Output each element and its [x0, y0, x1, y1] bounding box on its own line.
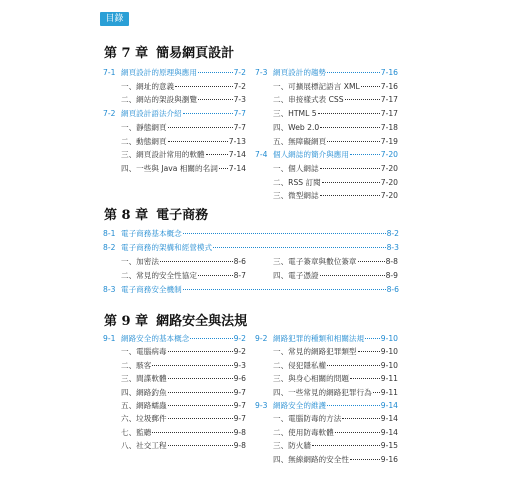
section-title: 電子商務的架構和經營模式 — [121, 243, 213, 252]
dot-leader — [190, 338, 232, 339]
toc-subsection-entry[interactable] — [121, 270, 246, 281]
toc-subsection-entry[interactable] — [273, 346, 398, 357]
subsection-title: 三、微型網誌 — [273, 191, 319, 201]
subsection-title: 五、無障礙網頁 — [273, 136, 327, 146]
dot-leader — [183, 233, 386, 234]
dot-leader — [318, 113, 380, 114]
subsection-title: 四、網路釣魚 — [121, 387, 167, 397]
dot-leader — [168, 141, 228, 142]
page-number: 9-14 — [380, 401, 398, 410]
section-number: 9-2 — [255, 334, 268, 343]
dot-leader — [175, 86, 232, 87]
subsection-title: 五、網路蠕蟲 — [121, 401, 167, 410]
section-number: 7-1 — [103, 68, 116, 77]
page-number: 7-2 — [233, 81, 246, 91]
page-number: 7-20 — [380, 163, 398, 173]
toc-subsection-entry[interactable] — [273, 373, 398, 384]
page-number: 7-20 — [380, 150, 398, 160]
subsection-title: 三、電子簽章與數位簽章 — [273, 257, 357, 266]
section-title: 網頁設計語法介紹 — [121, 109, 182, 119]
dot-leader — [342, 418, 379, 419]
page-number: 9-15 — [380, 441, 398, 451]
section-title: 網路犯罪的種類和相關法規 — [273, 334, 365, 343]
subsection-title: 三、網頁設計常用的軟體 — [121, 150, 205, 160]
page-number: 9-10 — [380, 347, 398, 357]
subsection-title: 一、常見的網路犯罪類型 — [273, 347, 357, 357]
toc-subsection-entry[interactable] — [121, 413, 246, 424]
toc-subsection-entry[interactable] — [273, 190, 398, 201]
section-number: 9-3 — [255, 401, 268, 410]
subsection-title: 一、靜態網頁 — [121, 122, 167, 132]
section-title: 網頁設計的趨勢 — [273, 68, 327, 77]
toc-subsection-entry[interactable] — [273, 360, 398, 371]
toc-subsection-entry[interactable] — [121, 163, 246, 174]
toc-section-entry[interactable] — [255, 67, 398, 78]
subsection-title: 二、駭客 — [121, 360, 152, 370]
subsection-title: 一、網址的意義 — [121, 81, 175, 91]
page-number: 8-6 — [233, 257, 246, 266]
page-number: 9-2 — [233, 347, 246, 357]
page-number: 7-2 — [233, 68, 246, 77]
page-number: 7-16 — [380, 68, 398, 77]
page-number: 9-6 — [233, 374, 246, 384]
subsection-title: 七、監聽 — [121, 427, 152, 437]
page-number: 7-7 — [233, 122, 246, 132]
toc-subsection-entry[interactable] — [121, 440, 246, 451]
toc-section-entry[interactable] — [255, 333, 398, 344]
dot-leader — [327, 365, 380, 366]
subsection-title: 一、個人網誌 — [273, 163, 319, 173]
section-title: 電子商務基本概念 — [121, 229, 182, 238]
toc-subsection-entry[interactable] — [273, 94, 398, 105]
page-number: 8-9 — [385, 270, 398, 280]
toc-subsection-entry[interactable] — [121, 136, 246, 147]
section-number: 8-3 — [103, 285, 116, 294]
page-number: 9-8 — [233, 441, 246, 451]
toc-subsection-entry[interactable] — [121, 373, 246, 384]
dot-leader — [365, 338, 380, 339]
toc-subsection-entry[interactable] — [121, 427, 246, 438]
toc-subsection-entry[interactable] — [273, 122, 398, 133]
subsection-title: 一、可擴展標記語言 XML — [273, 81, 360, 91]
page-number: 9-7 — [233, 401, 246, 410]
dot-leader — [168, 445, 233, 446]
subsection-title: 四、一些常見的網路犯罪行為 — [273, 387, 372, 397]
toc-subsection-entry[interactable] — [273, 81, 398, 92]
dot-leader — [335, 432, 380, 433]
subsection-title: 四、無線網路的安全性 — [273, 454, 349, 464]
subsection-title: 一、電腦病毒 — [121, 347, 167, 357]
section-title: 網路安全的維護 — [273, 401, 327, 410]
subsection-title: 三、與身心相關的問題 — [273, 374, 349, 384]
toc-subsection-entry[interactable] — [273, 454, 398, 465]
toc-section-entry[interactable] — [103, 333, 246, 344]
subsection-title: 三、間諜軟體 — [121, 374, 167, 384]
subsection-title: 四、電子憑證 — [273, 270, 319, 280]
subsection-title: 一、電腦防毒的方法 — [273, 414, 342, 424]
page-number: 7-17 — [380, 95, 398, 105]
dot-leader — [198, 99, 233, 100]
dot-leader — [160, 261, 233, 262]
toc-badge: 目錄 — [100, 12, 129, 26]
toc-subsection-entry[interactable] — [121, 387, 246, 398]
page-number: 9-3 — [233, 360, 246, 370]
dot-leader — [152, 432, 232, 433]
dot-leader — [322, 182, 380, 183]
toc-subsection-entry[interactable] — [273, 163, 398, 174]
subsection-title: 二、動態網頁 — [121, 136, 167, 146]
dot-leader — [219, 168, 228, 169]
dot-leader — [168, 392, 233, 393]
toc-section-entry[interactable] — [103, 228, 399, 239]
toc-subsection-entry[interactable] — [121, 149, 246, 160]
chapter-9-heading: 第 9 章 網路安全與法規 — [104, 314, 248, 329]
toc-subsection-entry[interactable] — [273, 270, 398, 281]
section-number: 7-2 — [103, 109, 116, 119]
toc-subsection-entry[interactable] — [273, 440, 398, 451]
subsection-title: 二、網站的架設與瀏覽 — [121, 95, 197, 105]
dot-leader — [327, 141, 380, 142]
subsection-title: 二、串接樣式表 CSS — [273, 95, 344, 105]
section-title: 個人網誌的簡介與應用 — [273, 150, 349, 160]
subsection-title: 二、RSS 訂閱 — [273, 177, 321, 187]
page-number: 7-19 — [380, 136, 398, 146]
dot-leader — [358, 351, 380, 352]
dot-leader — [373, 392, 380, 393]
toc-subsection-entry[interactable] — [121, 122, 246, 133]
toc-subsection-entry[interactable] — [121, 94, 246, 105]
dot-leader — [168, 127, 233, 128]
dot-leader — [358, 261, 385, 262]
toc-subsection-entry[interactable] — [273, 387, 398, 398]
chapter-8-heading: 第 8 章 電子商務 — [104, 208, 209, 223]
page-number: 7-18 — [380, 122, 398, 132]
section-number: 8-2 — [103, 243, 116, 252]
page-number: 9-10 — [380, 334, 398, 343]
page-number: 8-8 — [385, 257, 398, 266]
subsection-title: 二、侵犯隱私權 — [273, 360, 327, 370]
page-number: 7-14 — [228, 150, 246, 160]
dot-leader — [198, 275, 233, 276]
toc-subsection-entry[interactable] — [273, 256, 398, 267]
toc-subsection-entry[interactable] — [121, 400, 246, 411]
dot-leader — [168, 351, 233, 352]
page-number: 9-2 — [233, 334, 246, 343]
section-title: 電子商務安全機制 — [121, 285, 182, 294]
dot-leader — [345, 99, 380, 100]
page-number: 7-13 — [228, 136, 246, 146]
page-number: 9-14 — [380, 414, 398, 424]
dot-leader — [320, 127, 380, 128]
page-number: 8-2 — [386, 229, 399, 238]
page-number: 8-3 — [386, 243, 399, 252]
toc-section-entry[interactable] — [103, 108, 246, 119]
toc-subsection-entry[interactable] — [273, 413, 398, 424]
section-number: 7-3 — [255, 68, 268, 77]
toc-subsection-entry[interactable] — [121, 256, 246, 267]
page-number: 9-14 — [380, 427, 398, 437]
section-title: 網路安全的基本概念 — [121, 334, 190, 343]
toc-subsection-entry[interactable] — [121, 81, 246, 92]
page-number: 9-11 — [380, 387, 398, 397]
page-number: 9-10 — [380, 360, 398, 370]
dot-leader — [350, 378, 380, 379]
subsection-title: 二、常見的安全性協定 — [121, 270, 197, 280]
chapter-7-heading: 第 7 章 簡易網頁設計 — [104, 46, 235, 61]
page-number: 9-7 — [233, 414, 246, 424]
page-number: 7-14 — [228, 163, 246, 173]
subsection-title: 六、垃圾郵件 — [121, 414, 167, 424]
page-number: 7-20 — [380, 191, 398, 201]
subsection-title: 二、使用防毒軟體 — [273, 427, 334, 437]
toc-section-entry[interactable] — [255, 149, 398, 160]
page-number: 9-16 — [380, 454, 398, 464]
dot-leader — [168, 405, 233, 406]
subsection-title: 三、HTML 5 — [273, 109, 317, 119]
dot-leader — [198, 72, 233, 73]
toc-section-entry[interactable] — [103, 67, 246, 78]
dot-leader — [206, 154, 228, 155]
dot-leader — [152, 365, 232, 366]
page-number: 7-20 — [380, 177, 398, 187]
subsection-title: 四、Web 2.0 — [273, 122, 320, 132]
toc-section-entry[interactable] — [103, 242, 399, 253]
page-number: 9-8 — [233, 427, 246, 437]
dot-leader — [327, 405, 380, 406]
dot-leader — [361, 86, 380, 87]
page-number: 7-16 — [380, 81, 398, 91]
subsection-title: 三、防火牆 — [273, 441, 311, 451]
subsection-title: 一、加密法 — [121, 257, 159, 266]
page-number: 7-7 — [233, 109, 246, 119]
dot-leader — [327, 72, 380, 73]
toc-section-entry[interactable] — [103, 284, 399, 295]
toc-subsection-entry[interactable] — [273, 136, 398, 147]
dot-leader — [312, 445, 380, 446]
subsection-title: 八、社交工程 — [121, 441, 167, 451]
page-number: 7-17 — [380, 109, 398, 119]
toc-subsection-entry[interactable] — [121, 346, 246, 357]
dot-leader — [168, 418, 233, 419]
toc-subsection-entry[interactable] — [273, 108, 398, 119]
dot-leader — [183, 113, 233, 114]
toc-subsection-entry[interactable] — [121, 360, 246, 371]
subsection-title: 四、一些與 Java 相關的名詞 — [121, 163, 218, 173]
dot-leader — [183, 289, 386, 290]
section-title: 網頁設計的原理與應用 — [121, 68, 197, 77]
section-number: 8-1 — [103, 229, 116, 238]
page-number: 9-7 — [233, 387, 246, 397]
toc-subsection-entry[interactable] — [273, 177, 398, 188]
dot-leader — [320, 275, 385, 276]
page-number: 7-3 — [233, 95, 246, 105]
toc-subsection-entry[interactable] — [273, 427, 398, 438]
dot-leader — [320, 195, 380, 196]
section-number: 7-4 — [255, 150, 268, 160]
page-number: 8-7 — [233, 270, 246, 280]
page-number: 8-6 — [386, 285, 399, 294]
page-number: 9-11 — [380, 374, 398, 384]
dot-leader — [168, 378, 233, 379]
dot-leader — [213, 247, 385, 248]
dot-leader — [350, 459, 380, 460]
dot-leader — [350, 154, 380, 155]
section-number: 9-1 — [103, 334, 116, 343]
dot-leader — [320, 168, 380, 169]
toc-section-entry[interactable] — [255, 400, 398, 411]
